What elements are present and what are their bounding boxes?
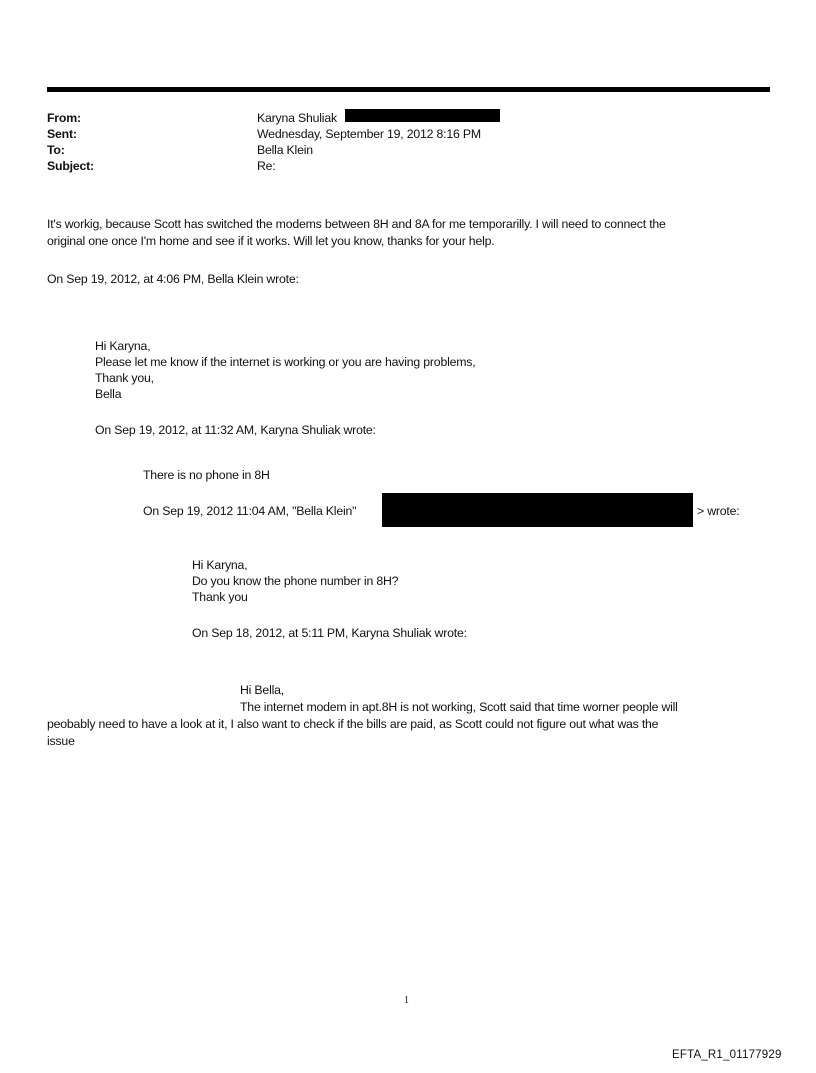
quote-line: Do you know the phone number in 8H? xyxy=(192,574,399,588)
subject-value: Re: xyxy=(257,159,276,173)
sent-label: Sent: xyxy=(47,127,77,141)
header-rule xyxy=(47,87,770,92)
from-value: Karyna Shuliak xyxy=(257,111,337,125)
quote-line: Bella xyxy=(95,387,122,401)
attribution-end: > wrote: xyxy=(697,504,740,518)
quote-line: The internet modem in apt.8H is not working, Scott said that time worner people will xyxy=(240,700,678,714)
quote-line: Hi Bella, xyxy=(240,683,284,697)
document-id: EFTA_R1_01177929 xyxy=(672,1049,782,1061)
redaction-box xyxy=(382,493,693,527)
body-line: original one once I'm home and see if it works. Will let you know, thanks for your help. xyxy=(47,234,495,248)
quote-line: Hi Karyna, xyxy=(95,339,151,353)
attribution: On Sep 19, 2012 11:04 AM, "Bella Klein" xyxy=(143,504,357,518)
quote-line: There is no phone in 8H xyxy=(143,468,270,482)
page-number: 1 xyxy=(404,995,409,1006)
quote-line: Please let me know if the internet is working or you are having problems, xyxy=(95,355,476,369)
redaction-box xyxy=(345,109,500,122)
quote-line: Thank you, xyxy=(95,371,154,385)
quote-line: Thank you xyxy=(192,590,248,604)
attribution: On Sep 18, 2012, at 5:11 PM, Karyna Shuliak wrote: xyxy=(192,626,467,640)
subject-label: Subject: xyxy=(47,159,94,173)
quote-line: peobably need to have a look at it, I also want to check if the bills are paid, as Scott could not figure out what was the xyxy=(47,717,659,731)
body-line: It's workig, because Scott has switched the modems between 8H and 8A for me temporarilly. I will need to connect the xyxy=(47,217,666,231)
from-label: From: xyxy=(47,111,81,125)
sent-value: Wednesday, September 19, 2012 8:16 PM xyxy=(257,127,481,141)
quote-line: Hi Karyna, xyxy=(192,558,248,572)
attribution: On Sep 19, 2012, at 4:06 PM, Bella Klein wrote: xyxy=(47,272,299,286)
to-value: Bella Klein xyxy=(257,143,313,157)
to-label: To: xyxy=(47,143,65,157)
quote-line: issue xyxy=(47,734,75,748)
attribution: On Sep 19, 2012, at 11:32 AM, Karyna Shuliak wrote: xyxy=(95,423,376,437)
